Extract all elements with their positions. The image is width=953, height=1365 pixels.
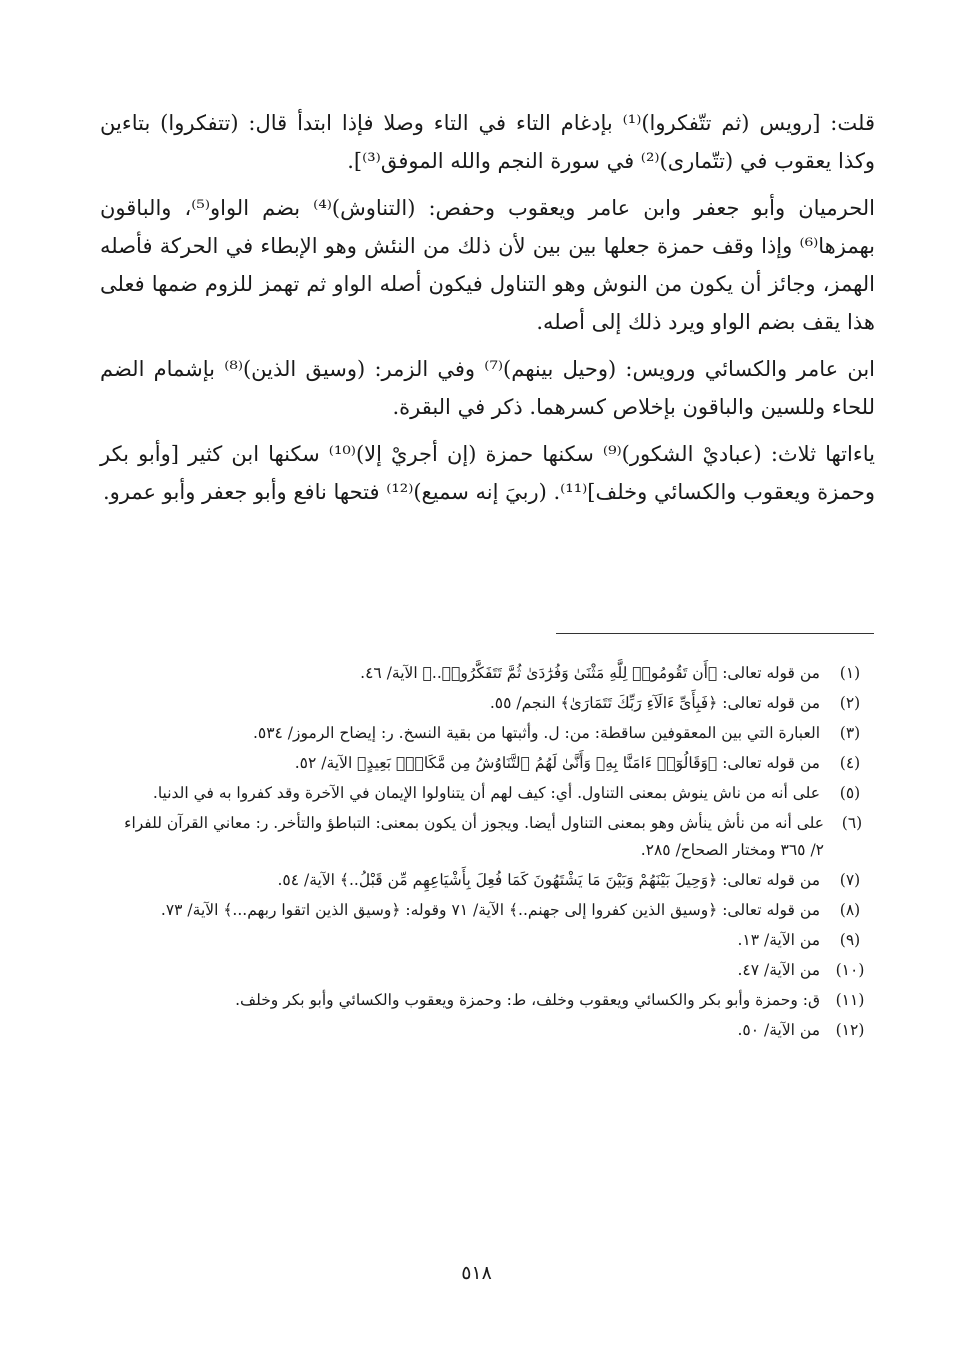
footnote	[112, 927, 880, 954]
footnote	[112, 987, 880, 1014]
footnote-text: من الآية/ ٥٠.	[737, 1021, 820, 1039]
footnote-text: من الآية/ ٤٧.	[737, 961, 820, 979]
footnote-number: (٤)	[839, 754, 861, 772]
footnote	[112, 720, 880, 747]
paragraph-tanawush: الحرميان وأبو جعفر وابن عامر ويعقوب وحفص: (التناوش)⁽⁴⁾ بضم الواو⁽⁵⁾، والباقون بهمزها⁽⁶⁾ وإذا وقف حمزة جعلها بين بين لأن ذلك من النئش وهو الإبطاء في الحركة فأصله الهمز، وجائز أن يكون من النوش وهو التناول فيكون أصله الواو ثم تهمز للزوم ضمها فعلى هذا يقف بضم الواو ويرد ذلك إلى أصله.	[100, 196, 875, 334]
footnote-text: على أنه من ناش ينوش بمعنى التناول. أي: كيف لهم أن يتناولوا الإيمان في الآخرة وقد كفروا به في الدنيا.	[152, 784, 820, 802]
footnote	[112, 810, 880, 864]
footnote-text: على أنه من نأش ينأش وهو بمعنى التناول أيضا. ويجوز أن يكون بمعنى: التباطؤ والتأخر. ر: معاني القرآن للفراء ٢/ ٣٦٥ ومختار الصحاح/ ٢٨٥.	[124, 814, 824, 859]
footnote-text: العبارة التي بين المعقوفين ساقطة: من: ل. وأثبتها من بقية النسخ. ر: إيضاح الرموز/ ٥٣٤.	[252, 724, 820, 742]
main-text	[100, 104, 875, 520]
paragraph-hila: ابن عامر والكسائي ورويس: (وحيل بينهم)⁽⁷⁾ وفي الزمر: (وسيق الذين)⁽⁸⁾ بإشمام الضم للحاء وللسين والباقون بإخلاص كسرهما. ذكر في البقرة.	[100, 357, 876, 419]
footnote-number: (٨)	[839, 901, 861, 919]
footnote-number: (٥)	[839, 784, 861, 802]
footnote-text: من قوله تعالى: ﴿وَحِيلَ بَيْنَهُمْ وَبَيْنَ مَا يَشْتَهُونَ كَمَا فُعِلَ بِأَشْيَاعِهِم مِّن قَبْلُ..﴾ الآية/ ٥٤.	[277, 871, 820, 889]
footnote-number: (١)	[839, 664, 861, 682]
footnote-text: من الآية/ ١٣.	[737, 931, 820, 949]
footnote	[112, 867, 880, 894]
footnote	[112, 660, 880, 687]
footnote	[112, 780, 880, 807]
footnote	[112, 1017, 880, 1044]
footnote-text: من قوله تعالى: ﴿وسيق الذين كفروا إلى جهنم..﴾ الآية/ ٧١ وقوله: ﴿وسيق الذين اتقوا ربهم...﴾ الآية/ ٧٣.	[160, 901, 820, 919]
footnote	[112, 897, 880, 924]
footnote-divider	[556, 633, 874, 634]
footnote	[112, 690, 880, 717]
footnote-text: من قوله تعالى: ﴿أَن تَقُومُوا۟ لِلَّهِ مَثْنَىٰ وَفُرَٰدَىٰ ثُمَّ تَتَفَكَّرُوا۟..﴾ الآية/ ٤٦.	[360, 664, 820, 682]
footnotes	[112, 660, 880, 1047]
footnote-number: (٣)	[839, 724, 861, 742]
footnote-number: (١١)	[835, 991, 865, 1009]
footnote-number: (١٠)	[835, 961, 865, 979]
footnote-text: من قوله تعالى: ﴿فَبِأَىِّ ءَالَآءِ رَبِّكَ تَتَمَارَىٰ﴾ النجم/ ٥٥.	[489, 694, 820, 712]
paragraph-yaat: ياءاتها ثلاث: (عباديْ الشكور)⁽⁹⁾ سكنها حمزة (إن أجريْ إلا)⁽¹⁰⁾ سكنها ابن كثير [وأبو بكر وحمزة ويعقوب والكسائي وخلف]⁽¹¹⁾. (ربيَ إنه سميع)⁽¹²⁾ فتحها نافع وأبو جعفر وأبو عمرو.	[100, 442, 875, 504]
footnote	[112, 957, 880, 984]
footnote-number: (١٢)	[835, 1021, 865, 1039]
footnote-number: (٧)	[839, 871, 861, 889]
footnote-text: من قوله تعالى: ﴿وَقَالُوٓا۟ ءَامَنَّا بِهِۦ وَأَنَّىٰ لَهُمُ ٱلتَّنَاوُشُ مِن مَّكَانٍۭ بَعِيدٍ﴾ الآية/ ٥٢.	[294, 754, 820, 772]
footnote-number: (٢)	[839, 694, 861, 712]
footnote-number: (٩)	[839, 931, 861, 949]
page-number: ٥١٨	[461, 1262, 492, 1284]
footnote-text: ق: وحمزة وأبو بكر والكسائي ويعقوب وخلف، ط: وحمزة ويعقوب والكسائي وأبو بكر وخلف.	[235, 991, 820, 1009]
paragraph-qult: قلت: [رويس (ثم تتّفكروا)⁽¹⁾ بإدغام التاء في التاء وصلا فإذا ابتدأ قال: (تتفكروا) بتاءين وكذا يعقوب في (تتّمارى)⁽²⁾ في سورة النجم والله الموفق⁽³⁾].	[100, 111, 875, 173]
footnote-number: (٦)	[841, 814, 863, 832]
footnote	[112, 750, 880, 777]
